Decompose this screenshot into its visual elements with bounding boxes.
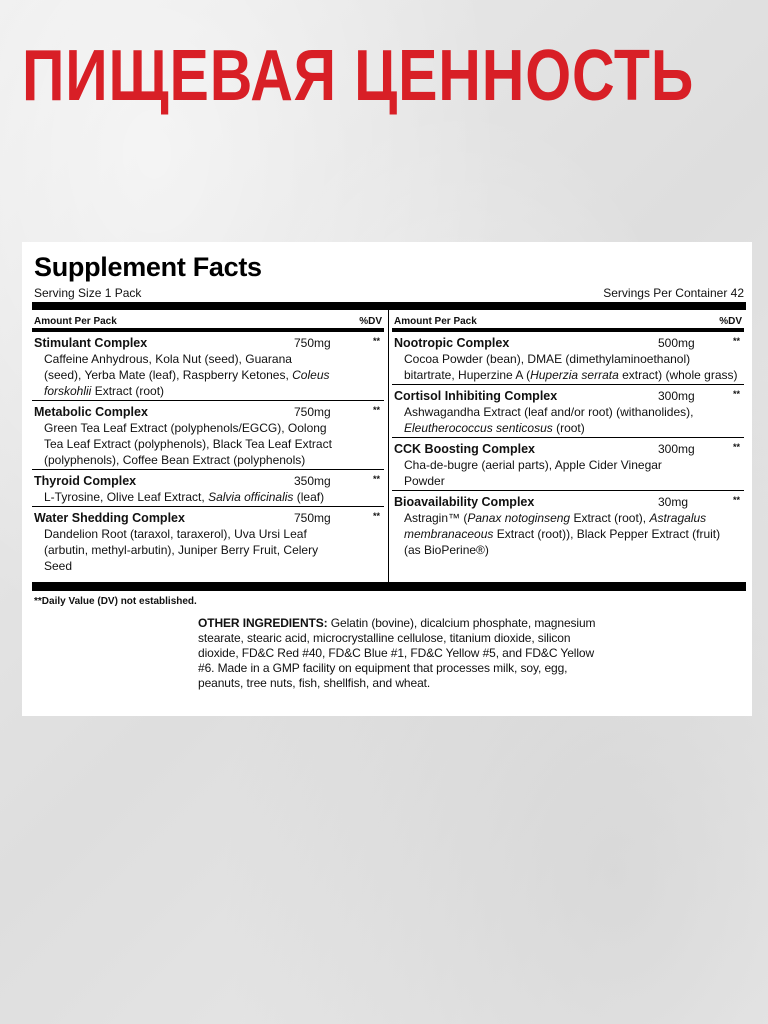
top-rule <box>32 302 746 310</box>
right-column-header <box>392 312 744 332</box>
water-shedding-complex <box>32 507 384 575</box>
complex-name: Stimulant Complex <box>34 336 148 350</box>
complex-name: Nootropic Complex <box>394 336 510 350</box>
complex-amount: 500mg <box>658 336 695 350</box>
metabolic-complex <box>32 401 384 470</box>
other-ingredients-text: Gelatin (bovine), dicalcium phosphate, magnesium stearate, stearic acid, microcrystalline cellulose, titanium dioxide, silicon dioxide, FD&C Red #40, FD&C Blue #1, FD&C Yellow #5, and FD&C Yellow #6. Made in a GMP facility on equipment that processes milk, soy, egg, peanuts, tree nuts, fish, shellfish, and wheat. <box>198 616 596 690</box>
amount-per-pack-label: Amount Per Pack <box>394 316 477 327</box>
complex-name: Cortisol Inhibiting Complex <box>394 389 558 403</box>
cck-boosting-complex <box>392 438 744 491</box>
dv-stars: ** <box>732 336 740 346</box>
right-column <box>392 312 744 582</box>
supplement-facts-panel <box>22 242 752 716</box>
other-ingredients-label: OTHER INGREDIENTS: <box>198 616 328 630</box>
complex-name: Thyroid Complex <box>34 474 137 488</box>
complex-ingredients: Cocoa Powder (bean), DMAE (dimethylaminoethanol) bitartrate, Huperzine A (Huperzia serrata extract) (whole grass) <box>404 352 738 382</box>
complex-amount: 300mg <box>658 389 695 403</box>
complex-amount: 750mg <box>294 511 331 525</box>
complex-ingredients: Caffeine Anhydrous, Kola Nut (seed), Guarana (seed), Yerba Mate (leaf), Raspberry Ketones, Coleus forskohlii Extract (root) <box>44 352 330 398</box>
complex-amount: 750mg <box>294 405 331 419</box>
nootropic-complex <box>392 332 744 385</box>
cortisol-inhibiting-complex <box>392 385 744 438</box>
complex-amount: 30mg <box>658 495 689 509</box>
serving-size: Serving Size 1 Pack <box>34 286 142 300</box>
complex-name: CCK Boosting Complex <box>394 442 535 456</box>
complex-ingredients: Green Tea Leaf Extract (polyphenols/EGCG), Oolong Tea Leaf Extract (polyphenols), Black Tea Leaf Extract (polyphenols), Coffee Bean Extract (polyphenols) <box>44 421 332 467</box>
bottom-rule <box>32 582 746 591</box>
complex-amount: 750mg <box>294 336 331 350</box>
complex-name: Metabolic Complex <box>34 405 148 419</box>
dv-stars: ** <box>372 405 380 415</box>
left-column <box>32 312 384 582</box>
dv-stars: ** <box>732 495 740 505</box>
dv-label: %DV <box>359 316 382 327</box>
dv-footnote: **Daily Value (DV) not established. <box>34 596 197 607</box>
complex-ingredients: Astragin™ (Panax notoginseng Extract (root), Astragalus membranaceous Extract (root)), Black Pepper Extract (fruit) (as BioPerine®) <box>404 511 721 557</box>
other-ingredients <box>198 616 598 691</box>
complex-ingredients: Dandelion Root (taraxol, taraxerol), Uva Ursi Leaf (arbutin, methyl-arbutin), Juniper Berry Fruit, Celery Seed <box>44 527 319 573</box>
bioavailability-complex <box>392 491 744 559</box>
complex-name: Bioavailability Complex <box>394 495 535 509</box>
complex-ingredients: Cha-de-bugre (aerial parts), Apple Cider Vinegar Powder <box>404 458 662 488</box>
dv-stars: ** <box>732 442 740 452</box>
facts-title: Supplement Facts <box>34 252 262 282</box>
dv-stars: ** <box>372 511 380 521</box>
complex-ingredients: Ashwagandha Extract (leaf and/or root) (withanolides), Eleutherococcus senticosus (root) <box>404 405 694 435</box>
thyroid-complex <box>32 470 384 507</box>
complex-name: Water Shedding Complex <box>34 511 185 525</box>
amount-per-pack-label: Amount Per Pack <box>34 316 117 327</box>
dv-stars: ** <box>732 389 740 399</box>
dv-stars: ** <box>372 336 380 346</box>
page-headline: ПИЩЕВАЯ ЦЕННОСТЬ <box>22 36 695 116</box>
complex-ingredients: L-Tyrosine, Olive Leaf Extract, Salvia officinalis (leaf) <box>44 490 325 504</box>
servings-per-container: Servings Per Container 42 <box>603 286 744 300</box>
left-column-header <box>32 312 384 332</box>
complex-amount: 350mg <box>294 474 331 488</box>
dv-label: %DV <box>719 316 742 327</box>
column-divider <box>388 304 389 582</box>
dv-stars: ** <box>372 474 380 484</box>
stimulant-complex <box>32 332 384 401</box>
complex-amount: 300mg <box>658 442 695 456</box>
